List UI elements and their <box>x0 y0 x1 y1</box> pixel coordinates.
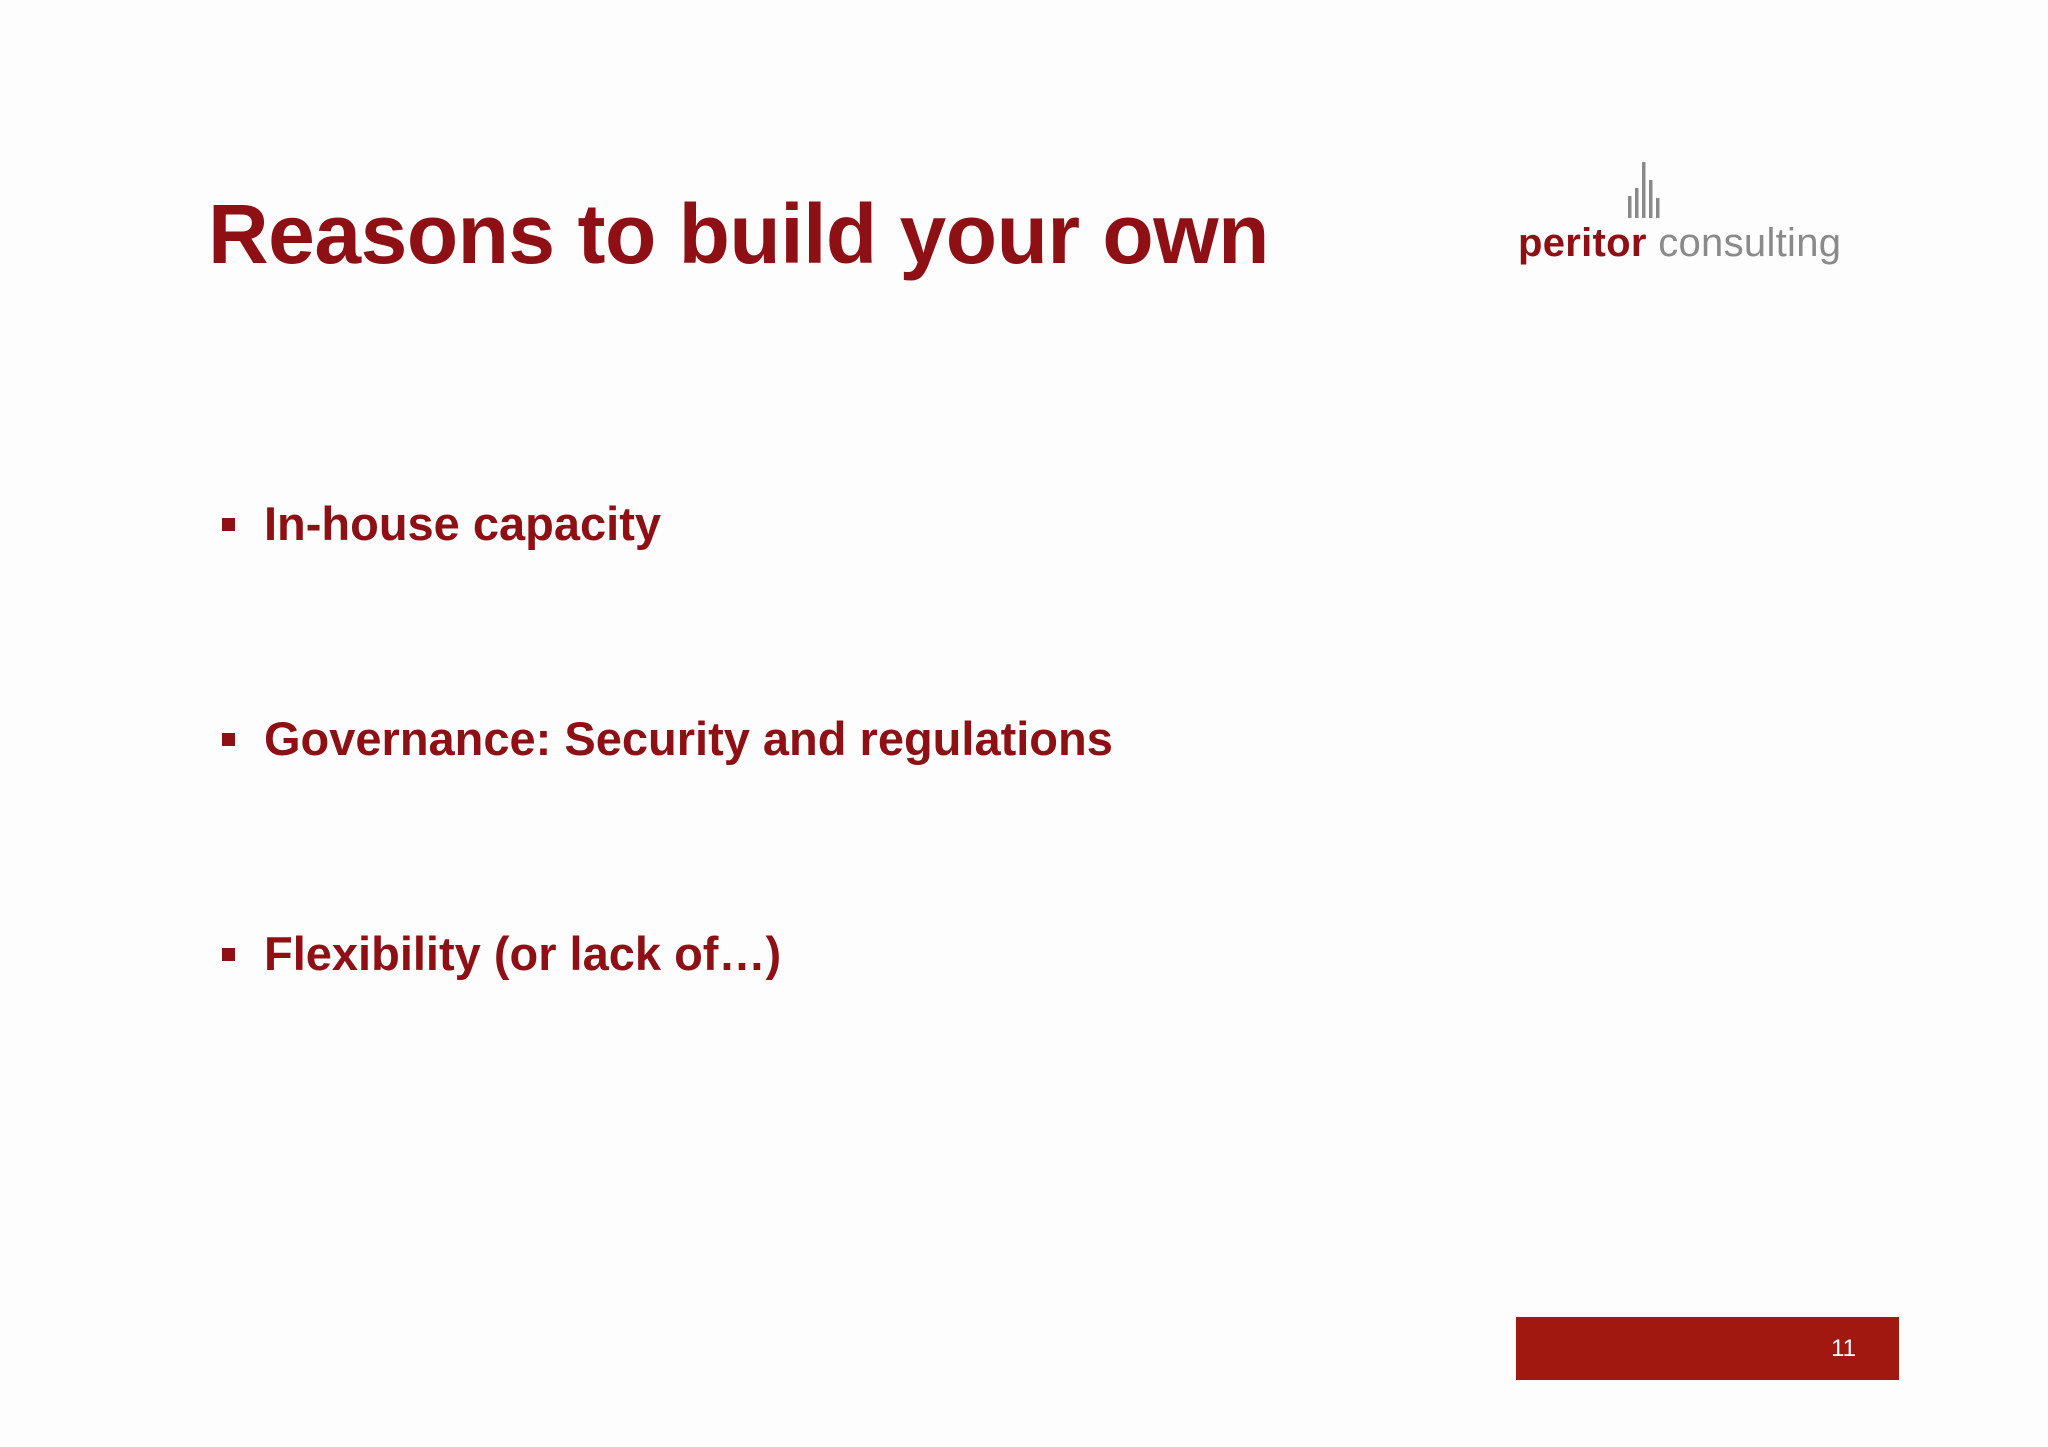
square-bullet-icon <box>222 733 235 746</box>
logo-wordmark <box>1518 216 1841 270</box>
logo-word-consulting: consulting <box>1658 221 1842 265</box>
square-bullet-icon <box>222 948 235 961</box>
bullet-text: Flexibility (or lack of…) <box>264 927 782 980</box>
bullet-text: Governance: Security and regulations <box>264 712 1113 765</box>
logo-word-peritor: peritor <box>1518 221 1647 265</box>
page-number: 11 <box>1831 1335 1856 1362</box>
bar-columns-icon <box>1626 158 1666 222</box>
slide-title: Reasons to build your own <box>208 187 1269 281</box>
bullet-text: In-house capacity <box>264 497 661 550</box>
square-bullet-icon <box>222 518 235 531</box>
company-logo <box>1518 158 1848 273</box>
page-number-bar <box>1516 1317 1899 1380</box>
